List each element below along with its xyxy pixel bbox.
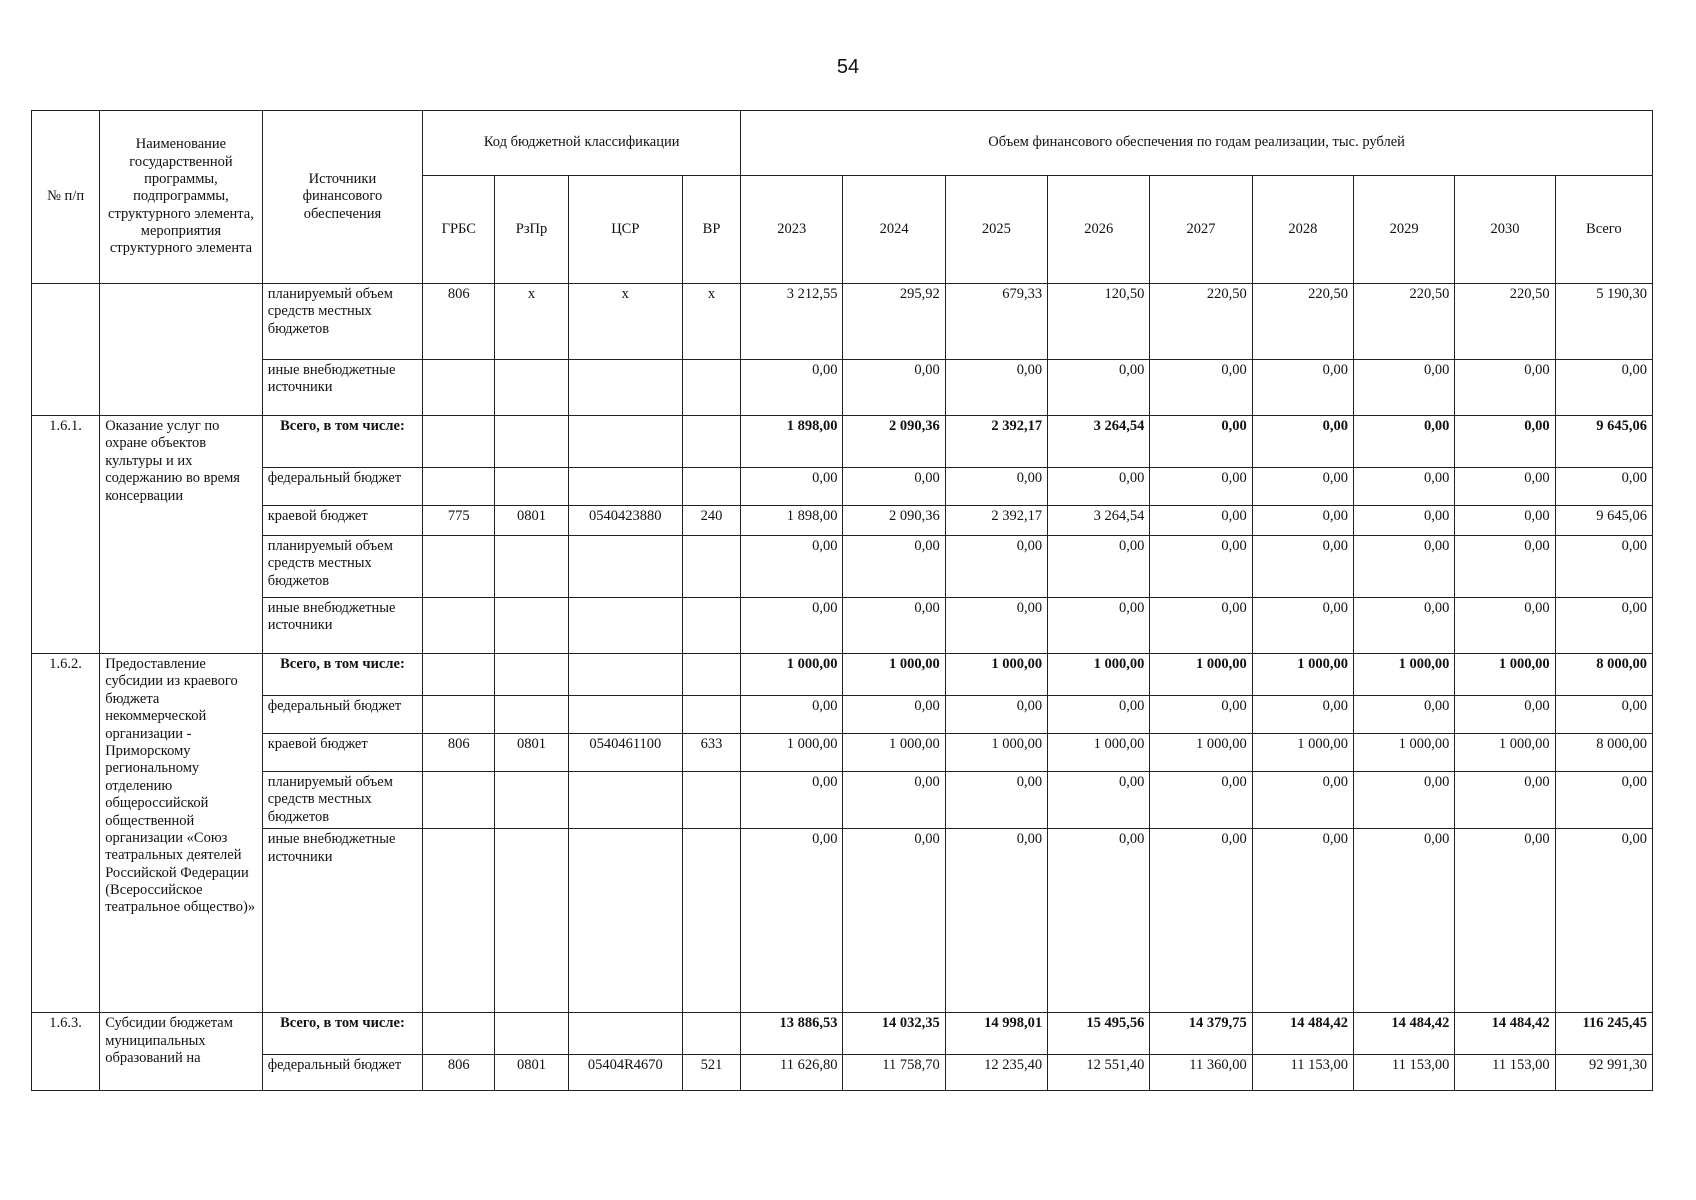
total-cell: 0,00 [1555,829,1652,1013]
rzpr-cell [495,468,568,506]
year-value-cell: 220,50 [1455,284,1555,360]
grbs-cell [423,829,495,1013]
year-value-cell: 120,50 [1048,284,1150,360]
header-rzpr: РзПр [495,176,568,284]
year-value-cell: 3 264,54 [1048,416,1150,468]
year-value-cell: 1 000,00 [1048,734,1150,772]
csr-cell: 0540461100 [568,734,682,772]
csr-cell [568,468,682,506]
year-value-cell: 14 484,42 [1252,1013,1353,1055]
year-value-cell: 0,00 [843,772,945,829]
total-cell: 0,00 [1555,536,1652,598]
total-cell: 9 645,06 [1555,506,1652,536]
year-value-cell: 2 392,17 [945,416,1047,468]
table-row [32,468,1653,506]
total-cell: 0,00 [1555,772,1652,829]
year-value-cell: 679,33 [945,284,1047,360]
table-row [32,654,1653,696]
csr-cell [568,829,682,1013]
year-value-cell: 0,00 [741,360,843,416]
total-cell: 8 000,00 [1555,654,1652,696]
year-value-cell: 0,00 [741,536,843,598]
year-value-cell: 0,00 [1455,536,1555,598]
year-value-cell: 1 000,00 [945,734,1047,772]
source-cell: краевой бюджет [262,734,422,772]
table-row [32,829,1653,1013]
year-value-cell: 295,92 [843,284,945,360]
year-value-cell: 1 000,00 [1354,654,1455,696]
year-value-cell: 0,00 [1455,468,1555,506]
header-csr: ЦСР [568,176,682,284]
grbs-cell [423,360,495,416]
year-value-cell: 1 000,00 [1455,654,1555,696]
table-row [32,696,1653,734]
year-value-cell: 220,50 [1150,284,1252,360]
row-number [32,284,100,416]
row-number: 1.6.2. [32,654,100,1013]
year-value-cell: 0,00 [1455,598,1555,654]
year-value-cell: 0,00 [1455,416,1555,468]
year-value-cell: 0,00 [741,696,843,734]
source-cell: планируемый объем средств местных бюджетов [262,536,422,598]
year-value-cell: 11 153,00 [1252,1055,1353,1091]
year-value-cell: 0,00 [1252,506,1353,536]
item-name: Оказание услуг по охране объектов культуры и их содержанию во время консервации [100,416,263,654]
budget-table [31,110,1653,1091]
header-volume-group: Объем финансового обеспечения по годам реализации, тыс. рублей [741,111,1653,176]
year-value-cell: 1 000,00 [1150,654,1252,696]
csr-cell: 0540423880 [568,506,682,536]
year-value-cell: 220,50 [1354,284,1455,360]
source-cell: федеральный бюджет [262,468,422,506]
year-value-cell: 12 551,40 [1048,1055,1150,1091]
year-value-cell: 1 000,00 [1048,654,1150,696]
year-value-cell: 0,00 [1048,829,1150,1013]
rzpr-cell [495,829,568,1013]
vr-cell [682,598,740,654]
header-vr: ВР [682,176,740,284]
year-value-cell: 2 090,36 [843,506,945,536]
year-value-cell: 11 758,70 [843,1055,945,1091]
year-value-cell: 0,00 [1455,506,1555,536]
year-value-cell: 14 379,75 [1150,1013,1252,1055]
header-year-2029: 2029 [1354,176,1455,284]
year-value-cell: 13 886,53 [741,1013,843,1055]
rzpr-cell: x [495,284,568,360]
year-value-cell: 0,00 [741,598,843,654]
csr-cell [568,360,682,416]
year-value-cell: 1 000,00 [741,654,843,696]
table-row [32,536,1653,598]
year-value-cell: 0,00 [741,772,843,829]
year-value-cell: 12 235,40 [945,1055,1047,1091]
header-total: Всего [1555,176,1652,284]
table-row [32,1013,1653,1055]
year-value-cell: 1 000,00 [1455,734,1555,772]
year-value-cell: 0,00 [1354,696,1455,734]
table-row [32,772,1653,829]
csr-cell: 05404R4670 [568,1055,682,1091]
year-value-cell: 2 392,17 [945,506,1047,536]
header-year-2027: 2027 [1150,176,1252,284]
year-value-cell: 0,00 [945,536,1047,598]
year-value-cell: 0,00 [945,696,1047,734]
year-value-cell: 0,00 [1252,598,1353,654]
csr-cell [568,696,682,734]
year-value-cell: 0,00 [1354,772,1455,829]
year-value-cell: 1 000,00 [843,734,945,772]
item-name [100,284,263,416]
year-value-cell: 1 000,00 [1354,734,1455,772]
csr-cell [568,598,682,654]
year-value-cell: 0,00 [1455,360,1555,416]
year-value-cell: 0,00 [1048,468,1150,506]
header-year-2025: 2025 [945,176,1047,284]
grbs-cell [423,772,495,829]
total-cell: 92 991,30 [1555,1055,1652,1091]
vr-cell: 633 [682,734,740,772]
table-body [32,284,1653,1091]
year-value-cell: 0,00 [945,829,1047,1013]
year-value-cell: 0,00 [741,468,843,506]
year-value-cell: 220,50 [1252,284,1353,360]
year-value-cell: 0,00 [1354,536,1455,598]
source-cell: иные внебюджетные источники [262,360,422,416]
year-value-cell: 0,00 [1455,696,1555,734]
grbs-cell [423,654,495,696]
year-value-cell: 0,00 [945,772,1047,829]
rzpr-cell: 0801 [495,734,568,772]
year-value-cell: 3 212,55 [741,284,843,360]
source-cell: Всего, в том числе: [262,1013,422,1055]
header-year-2028: 2028 [1252,176,1353,284]
year-value-cell: 0,00 [1150,772,1252,829]
year-value-cell: 0,00 [1150,468,1252,506]
item-name: Предоставление субсидии из краевого бюджета некоммерческой организации - Приморскому региональному отделению общероссийской общественной организации «Союз театральных деятелей Российской Федерации (Всероссийское театральное общество)» [100,654,263,1013]
year-value-cell: 15 495,56 [1048,1013,1150,1055]
year-value-cell: 14 032,35 [843,1013,945,1055]
grbs-cell: 806 [423,734,495,772]
year-value-cell: 0,00 [1354,416,1455,468]
table-row [32,734,1653,772]
total-cell: 5 190,30 [1555,284,1652,360]
year-value-cell: 0,00 [1150,536,1252,598]
vr-cell [682,1013,740,1055]
year-value-cell: 0,00 [1252,772,1353,829]
year-value-cell: 0,00 [843,598,945,654]
year-value-cell: 0,00 [1150,506,1252,536]
total-cell: 9 645,06 [1555,416,1652,468]
header-year-2024: 2024 [843,176,945,284]
year-value-cell: 0,00 [1455,772,1555,829]
csr-cell: x [568,284,682,360]
year-value-cell: 0,00 [843,829,945,1013]
year-value-cell: 0,00 [843,536,945,598]
csr-cell [568,416,682,468]
source-cell: Всего, в том числе: [262,654,422,696]
csr-cell [568,654,682,696]
year-value-cell: 0,00 [1048,598,1150,654]
page-number: 54 [836,56,860,78]
source-cell: планируемый объем средств местных бюджетов [262,772,422,829]
year-value-cell: 1 000,00 [843,654,945,696]
header-year-2026: 2026 [1048,176,1150,284]
year-value-cell: 0,00 [1252,360,1353,416]
total-cell: 0,00 [1555,598,1652,654]
year-value-cell: 1 898,00 [741,506,843,536]
csr-cell [568,772,682,829]
rzpr-cell [495,360,568,416]
year-value-cell: 1 000,00 [1252,654,1353,696]
rzpr-cell [495,416,568,468]
vr-cell [682,772,740,829]
year-value-cell: 1 000,00 [1252,734,1353,772]
year-value-cell: 0,00 [1150,696,1252,734]
year-value-cell: 0,00 [741,829,843,1013]
total-cell: 0,00 [1555,360,1652,416]
year-value-cell: 0,00 [1354,468,1455,506]
table-row [32,506,1653,536]
total-cell: 0,00 [1555,468,1652,506]
rzpr-cell: 0801 [495,1055,568,1091]
year-value-cell: 0,00 [1048,772,1150,829]
grbs-cell: 806 [423,1055,495,1091]
year-value-cell: 1 898,00 [741,416,843,468]
grbs-cell: 806 [423,284,495,360]
source-cell: планируемый объем средств местных бюджетов [262,284,422,360]
year-value-cell: 0,00 [1252,696,1353,734]
year-value-cell: 11 153,00 [1354,1055,1455,1091]
table-row [32,416,1653,468]
source-cell: иные внебюджетные источники [262,598,422,654]
vr-cell [682,654,740,696]
year-value-cell: 0,00 [1354,829,1455,1013]
header-code-group: Код бюджетной классификации [423,111,741,176]
year-value-cell: 1 000,00 [1150,734,1252,772]
year-value-cell: 0,00 [1252,416,1353,468]
table-row [32,284,1653,360]
grbs-cell [423,696,495,734]
year-value-cell: 0,00 [1354,598,1455,654]
year-value-cell: 0,00 [1252,536,1353,598]
item-name: Субсидии бюджетам муниципальных образований на [100,1013,263,1091]
year-value-cell: 0,00 [1150,416,1252,468]
row-number: 1.6.1. [32,416,100,654]
year-value-cell: 0,00 [1150,598,1252,654]
year-value-cell: 1 000,00 [741,734,843,772]
year-value-cell: 0,00 [1150,829,1252,1013]
year-value-cell: 2 090,36 [843,416,945,468]
year-value-cell: 11 153,00 [1455,1055,1555,1091]
rzpr-cell [495,696,568,734]
vr-cell [682,416,740,468]
year-value-cell: 0,00 [1455,829,1555,1013]
year-value-cell: 0,00 [1354,360,1455,416]
header-num: № п/п [32,111,100,284]
grbs-cell [423,1013,495,1055]
source-cell: иные внебюджетные источники [262,829,422,1013]
csr-cell [568,536,682,598]
rzpr-cell: 0801 [495,506,568,536]
source-cell: федеральный бюджет [262,1055,422,1091]
source-cell: краевой бюджет [262,506,422,536]
year-value-cell: 0,00 [945,360,1047,416]
header-grbs: ГРБС [423,176,495,284]
table-row [32,598,1653,654]
year-value-cell: 0,00 [1048,360,1150,416]
total-cell: 116 245,45 [1555,1013,1652,1055]
year-value-cell: 0,00 [945,598,1047,654]
vr-cell [682,829,740,1013]
vr-cell: 240 [682,506,740,536]
table-row [32,360,1653,416]
vr-cell [682,536,740,598]
year-value-cell: 0,00 [1048,696,1150,734]
header-year-2030: 2030 [1455,176,1555,284]
table-header [32,111,1653,284]
year-value-cell: 0,00 [843,360,945,416]
header-name: Наименование государственной программы, подпрограммы, структурного элемента, мероприятия структурного элемента [100,111,263,284]
vr-cell: 521 [682,1055,740,1091]
source-cell: Всего, в том числе: [262,416,422,468]
year-value-cell: 1 000,00 [945,654,1047,696]
total-cell: 0,00 [1555,696,1652,734]
year-value-cell: 0,00 [843,468,945,506]
vr-cell [682,696,740,734]
year-value-cell: 14 998,01 [945,1013,1047,1055]
table-row [32,1055,1653,1091]
header-year-2023: 2023 [741,176,843,284]
year-value-cell: 14 484,42 [1354,1013,1455,1055]
vr-cell [682,360,740,416]
year-value-cell: 3 264,54 [1048,506,1150,536]
year-value-cell: 0,00 [843,696,945,734]
header-source: Источники финансового обеспечения [262,111,422,284]
grbs-cell [423,598,495,654]
rzpr-cell [495,772,568,829]
grbs-cell: 775 [423,506,495,536]
year-value-cell: 0,00 [1252,468,1353,506]
grbs-cell [423,416,495,468]
rzpr-cell [495,654,568,696]
year-value-cell: 11 626,80 [741,1055,843,1091]
grbs-cell [423,468,495,506]
year-value-cell: 14 484,42 [1455,1013,1555,1055]
rzpr-cell [495,536,568,598]
year-value-cell: 11 360,00 [1150,1055,1252,1091]
rzpr-cell [495,1013,568,1055]
total-cell: 8 000,00 [1555,734,1652,772]
source-cell: федеральный бюджет [262,696,422,734]
csr-cell [568,1013,682,1055]
vr-cell [682,468,740,506]
year-value-cell: 0,00 [1150,360,1252,416]
row-number: 1.6.3. [32,1013,100,1091]
vr-cell: x [682,284,740,360]
year-value-cell: 0,00 [1252,829,1353,1013]
rzpr-cell [495,598,568,654]
grbs-cell [423,536,495,598]
year-value-cell: 0,00 [945,468,1047,506]
year-value-cell: 0,00 [1048,536,1150,598]
year-value-cell: 0,00 [1354,506,1455,536]
